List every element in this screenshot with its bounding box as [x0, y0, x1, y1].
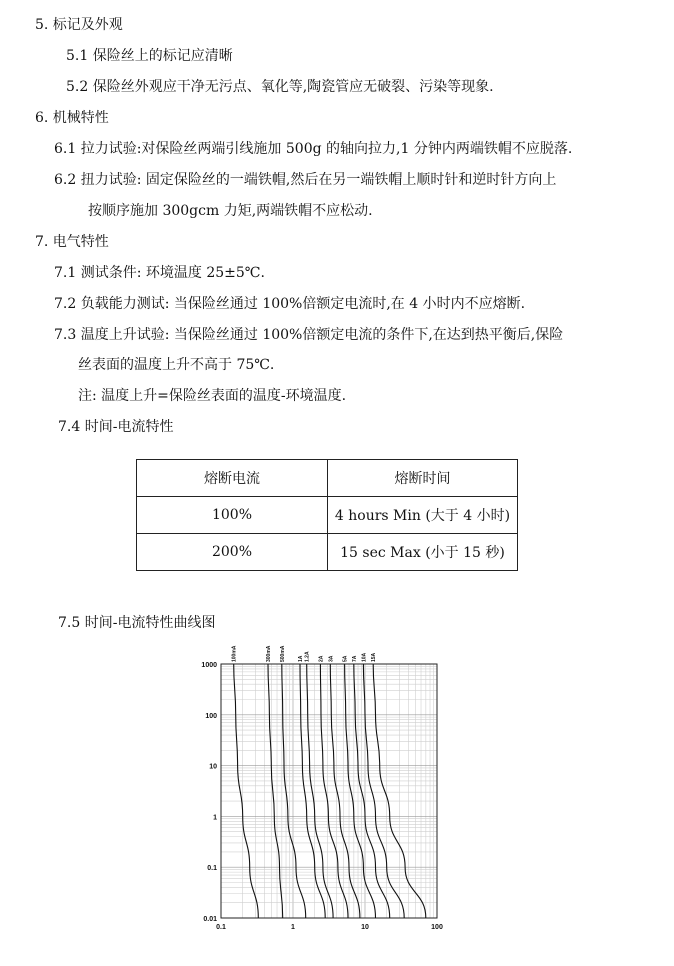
item-6-2-cont: 按顺序施加 300gcm 力矩,两端铁帽不应松动. — [88, 203, 373, 219]
series-label: 5A — [342, 655, 349, 662]
item-7-4: 7.4 时间-电流特性 — [58, 419, 174, 435]
series-label: 10A — [361, 652, 368, 662]
section-5-title: 5. 标记及外观 — [35, 17, 123, 33]
curve-300mA — [268, 664, 283, 918]
item-7-5: 7.5 时间-电流特性曲线图 — [58, 615, 216, 631]
y-tick-label: 100 — [205, 712, 217, 720]
header-fuse-time: 熔断时间 — [328, 460, 518, 497]
header-fuse-current: 熔断电流 — [137, 460, 328, 497]
cell-time: 15 sec Max (小于 15 秒) — [328, 534, 518, 571]
x-tick-label: 10 — [361, 924, 369, 931]
cell-current: 200% — [137, 534, 328, 571]
note: 注: 温度上升=保险丝表面的温度-环境温度. — [78, 388, 347, 404]
series-label: 1.2A — [304, 651, 311, 662]
time-current-curve-chart — [195, 644, 445, 934]
curve-10A — [363, 664, 404, 918]
y-tick-label: 0.01 — [203, 916, 217, 923]
item-6-2: 6.2 扭力试验: 固定保险丝的一端铁帽,然后在另一端铁帽上顺时针和逆时针方向上 — [54, 172, 557, 188]
table-row — [137, 497, 518, 534]
series-label: 500mA — [279, 645, 286, 662]
curve-100mA — [234, 664, 259, 918]
series-label: 3A — [328, 655, 335, 662]
series-label: 100mA — [231, 645, 238, 662]
series-label: 300mA — [266, 645, 273, 662]
table-header-row — [137, 460, 518, 497]
series-label: 7A — [351, 655, 358, 662]
y-tick-label: 1000 — [201, 662, 217, 669]
y-tick-label: 10 — [209, 763, 217, 771]
y-tick-label: 1 — [213, 814, 217, 822]
item-7-3-cont: 丝表面的温度上升不高于 75℃. — [78, 357, 275, 373]
x-tick-label: 1 — [291, 924, 295, 931]
curve-500mA — [282, 664, 306, 918]
table-row — [137, 534, 518, 571]
item-5-1: 5.1 保险丝上的标记应清晰 — [66, 48, 233, 64]
item-5-2: 5.2 保险丝外观应干净无污点、氧化等,陶瓷管应无破裂、污染等现象. — [66, 79, 494, 95]
time-current-table — [136, 459, 518, 571]
curve-1.2A — [307, 664, 333, 918]
item-7-3: 7.3 温度上升试验: 当保险丝通过 100%倍额定电流的条件下,在达到热平衡后,保险 — [54, 327, 564, 343]
series-label: 1A — [297, 655, 304, 662]
item-6-1: 6.1 拉力试验:对保险丝两端引线施加 500g 的轴向拉力,1 分钟内两端铁帽不应脱落. — [54, 141, 573, 157]
section-6-title: 6. 机械特性 — [35, 110, 109, 126]
cell-time: 4 hours Min (大于 4 小时) — [328, 497, 518, 534]
x-tick-label: 100 — [431, 924, 443, 931]
series-label: 2A — [318, 655, 325, 662]
x-tick-label: 0.1 — [216, 924, 226, 931]
plot-frame — [221, 664, 437, 918]
series-label: 15A — [371, 652, 378, 662]
section-7-title: 7. 电气特性 — [35, 234, 109, 250]
y-tick-label: 0.1 — [207, 865, 217, 873]
item-7-2: 7.2 负载能力测试: 当保险丝通过 100%倍额定电流时,在 4 小时内不应熔断. — [54, 296, 526, 312]
item-7-1: 7.1 测试条件: 环境温度 25±5℃. — [54, 265, 265, 281]
cell-current: 100% — [137, 497, 328, 534]
